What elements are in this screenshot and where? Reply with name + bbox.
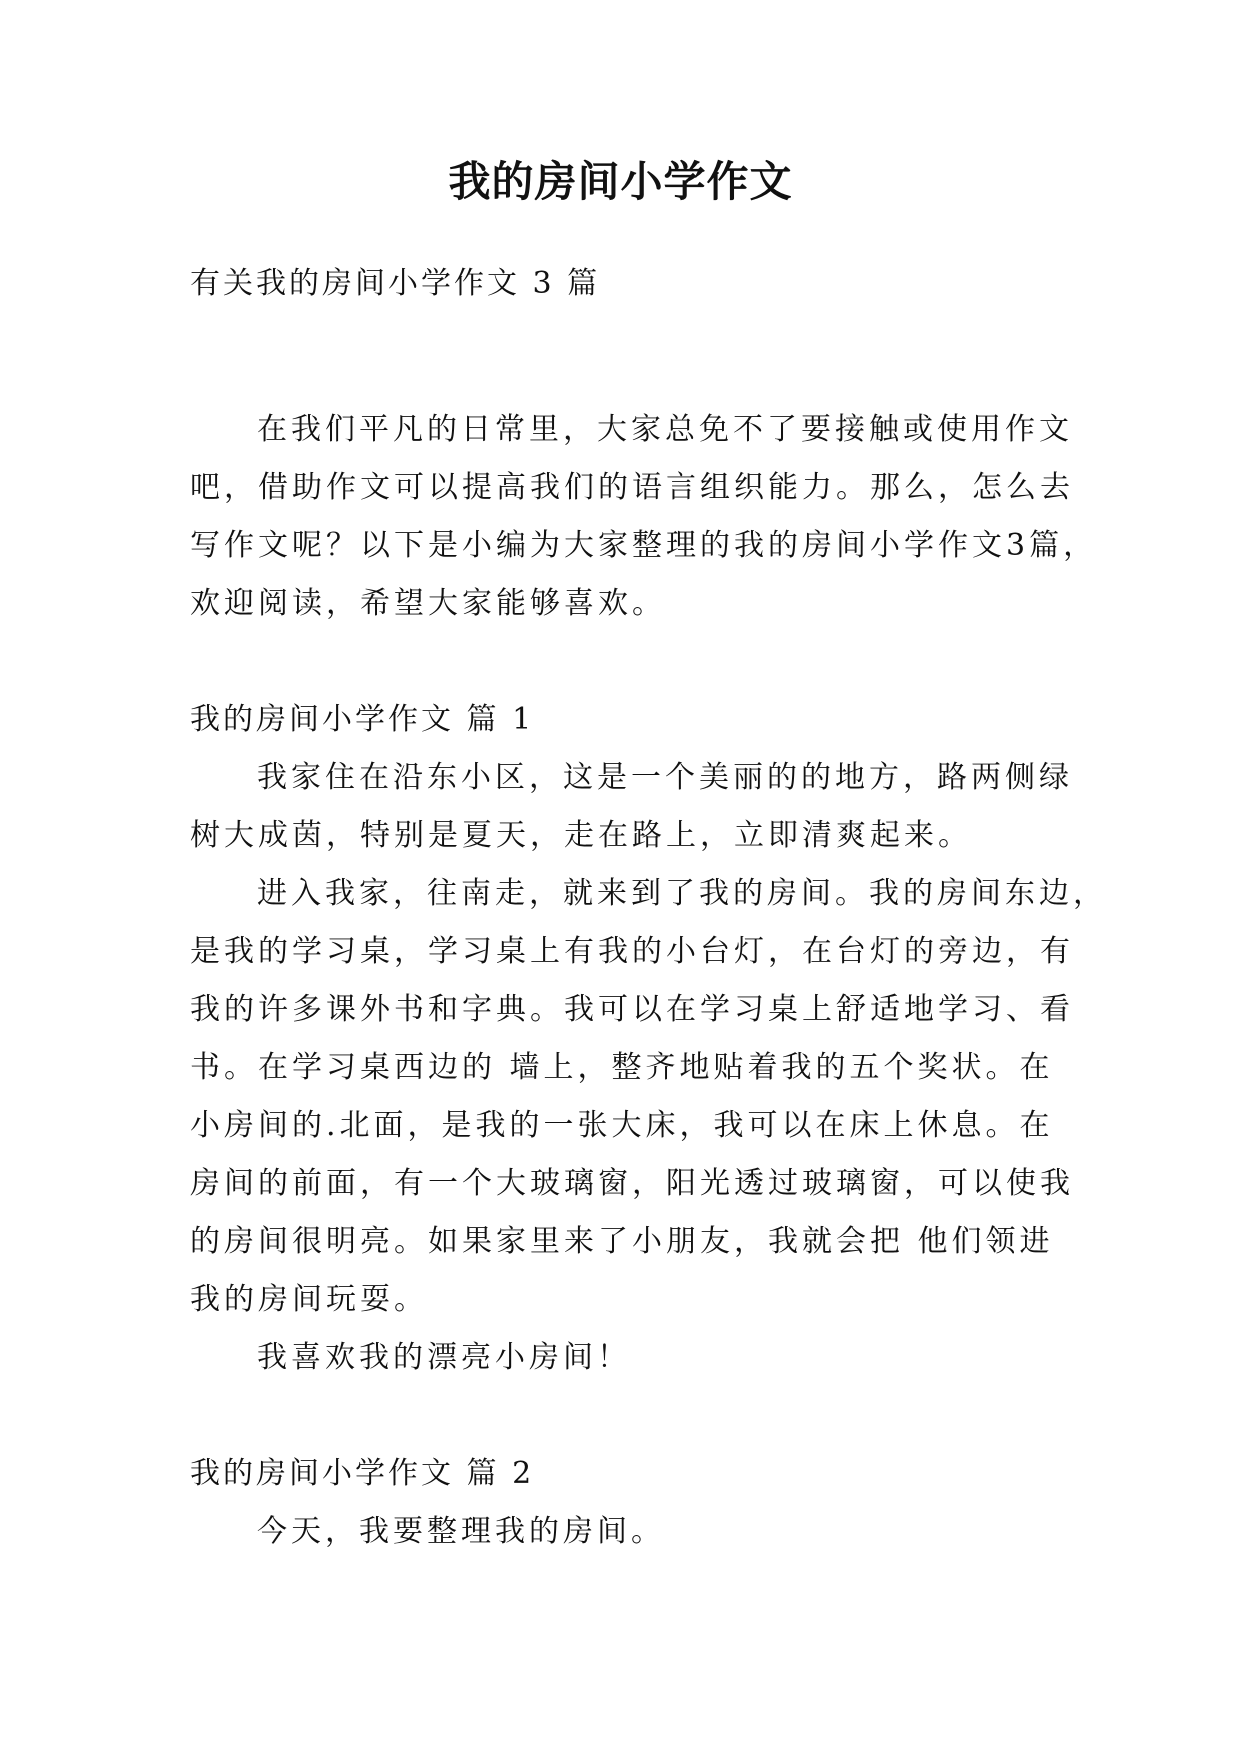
document-title: 我的房间小学作文	[448, 157, 793, 206]
essay-1-paragraph-2-line: 进入我家，往南走，就来到了我的房间。我的房间东边，	[257, 876, 1107, 911]
essay-1-paragraph-3-line: 我喜欢我的漂亮小房间！	[257, 1340, 631, 1375]
intro-line: 吧，借助作文可以提高我们的语言组织能力。那么，怎么去	[190, 470, 1074, 505]
intro-line: 写作文呢？以下是小编为大家整理的我的房间小学作文3篇，	[190, 528, 1098, 563]
essay-1-paragraph-2-line: 我的房间玩耍。	[190, 1282, 428, 1317]
essay-1-heading: 我的房间小学作文 篇 1	[190, 702, 535, 737]
document-subtitle: 有关我的房间小学作文 3 篇	[190, 266, 601, 301]
essay-1-paragraph-2-line: 是我的学习桌，学习桌上有我的小台灯，在台灯的旁边，有	[190, 934, 1074, 969]
essay-1-paragraph-2-line: 书。在学习桌西边的 墙上，整齐地贴着我的五个奖状。在	[190, 1050, 1054, 1085]
essay-1-paragraph-2-line: 我的许多课外书和字典。我可以在学习桌上舒适地学习、看	[190, 992, 1074, 1027]
essay-1-paragraph-1-line: 我家住在沿东小区，这是一个美丽的的地方，路两侧绿	[257, 760, 1073, 795]
intro-line: 在我们平凡的日常里，大家总免不了要接触或使用作文	[257, 412, 1073, 447]
essay-1-paragraph-2-line: 房间的前面，有一个大玻璃窗，阳光透过玻璃窗，可以使我	[190, 1166, 1074, 1201]
essay-2-paragraph-1-line: 今天，我要整理我的房间。	[257, 1514, 665, 1549]
essay-2-heading: 我的房间小学作文 篇 2	[190, 1456, 535, 1491]
intro-line: 欢迎阅读，希望大家能够喜欢。	[190, 586, 666, 621]
essay-1-paragraph-2-line: 小房间的.北面，是我的一张大床，我可以在床上休息。在	[190, 1108, 1054, 1143]
essay-1-paragraph-2-line: 的房间很明亮。如果家里来了小朋友，我就会把 他们领进	[190, 1224, 1054, 1259]
essay-1-paragraph-1-line: 树大成茵，特别是夏天，走在路上，立即清爽起来。	[190, 818, 972, 853]
